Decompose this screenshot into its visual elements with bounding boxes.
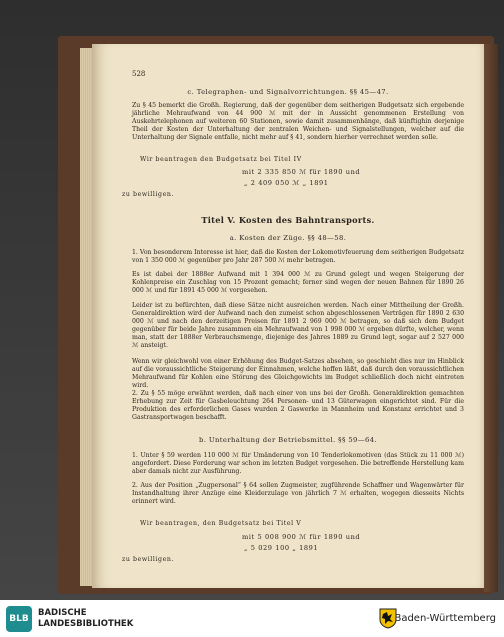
page-number: 528 (132, 70, 146, 78)
proposal-2-intro: Wir beantragen, den Budgetsatz bei Titel V (140, 520, 302, 527)
chapter-title: Titel V. Kosten des Bahntransports. (201, 215, 375, 225)
paragraph-a1: 1. Von besonderem Interesse ist hier, daß die Kosten der Lokomotivfeuerung dem seitherigen Budgetsatz von 1 350 000 ℳ gegenüber pro Jahr 287 500 ℳ mehr betragen. (132, 249, 464, 264)
approve-2: zu bewilligen. (122, 556, 175, 563)
paragraph-b2: 2. Aus der Position „Zugpersonal“ § 64 sollen Zugmeister, zugführende Schaffner und Wagenwärter für Instandhaltung ihrer Anzüge eine Kleiderzulage von jährlich 7 ℳ erhalten, wogegen diesseits Nichts erinnert wird. (132, 482, 464, 505)
section-a-heading: a. Kosten der Züge. §§ 48—58. (229, 234, 347, 242)
proposal-1-line2: „ 2 409 050 ℳ „ 1891 (244, 179, 329, 187)
paragraph-a5: 2. Zu § 55 möge erwähnt werden, daß nach einer von uns bei der Großh. Generaldirektion gemachten Erhebung zur Zeit für Gasbeleuchtung 264 Personen- und 13 Güterwagen eingerichtet sind. Für die Produktion des erforderlichen Gases wurden 2 Gaswerke in Mannheim und Konstanz errichtet und 3 Gastransportwagen beschafft. (132, 390, 464, 421)
baden-wuerttemberg-label[interactable]: Baden-Württemberg (394, 613, 496, 624)
proposal-2-line1: mit 5 008 900 ℳ für 1890 und (242, 533, 361, 541)
document-page (92, 44, 484, 588)
paragraph-b1: 1. Unter § 59 werden 110 000 ℳ für Umänderung von 10 Tenderlokomotiven (das Stück zu 11 000 ℳ) angefordert. Diese Forderung war schon im letzten Budget vorgesehen. Die betreffende Herstellung kam aber damals nicht zur Ausführung. (132, 452, 464, 475)
paragraph-a4: Wenn wir gleichwohl von einer Erhöhung des Budget-Satzes absehen, so geschieht dies nur im Hinblick auf die voraussichtliche Steigerung der Einnahmen, welche hoffen läßt, daß durch den voraussichtlichen Mehraufwand für Kohlen eine Störung des Gleichgewichts im Budget schließlich doch nicht eintreten wird. (132, 358, 464, 389)
book-right-edge (484, 44, 498, 592)
paragraph-a3: Leider ist zu befürchten, daß diese Sätze nicht ausreichen werden. Nach einer Mittheilung der Großh. Generaldirektion wird der Aufwand nach den zumeist schon abgeschlossenen Verträgen für 1890 2 630 000 ℳ und nach den derzeitigen Preisen für 1891 2 969 000 ℳ betragen, so daß sich dem Budget gegenüber für beide Jahre zusammen ein Mehraufwand von 1 998 000 ℳ ergeben dürfte, welcher, wenn man, statt der 1888er Verbrauchsmenge, diejenige des Jahres 1889 zu Grund legt, sogar auf 2 527 000 ℳ ansteigt. (132, 302, 464, 349)
proposal-1-line1: mit 2 335 850 ℳ für 1890 und (242, 168, 361, 176)
section-b-heading: b. Unterhaltung der Betriebsmittel. §§ 59—64. (198, 436, 377, 444)
blb-name[interactable] (38, 608, 133, 630)
section-c-heading: c. Telegraphen- und Signalvorrichtungen. §§ 45—47. (187, 88, 389, 96)
proposal-2-line2: „ 5 029 100 „ 1891 (244, 544, 319, 552)
paragraph-a2: Es ist dabei der 1888er Aufwand mit 1 394 000 ℳ zu Grund gelegt und wegen Steigerung der Kohlenpreise ein Zuschlag von 15 Prozent gemacht; ferner sind wegen der neuen Bahnen für 1890 26 000 ℳ und für 1891 45 000 ℳ vorgesehen. (132, 271, 464, 294)
proposal-1-intro: Wir beantragen den Budgetsatz bei Titel IV (140, 156, 302, 163)
viewer-footer (0, 600, 504, 637)
blb-line1: BADISCHE (38, 608, 87, 618)
paragraph-c: Zu § 45 bemerkt die Großh. Regierung, daß der gegenüber dem seitherigen Budgetsatz sich ergebende jährliche Mehraufwand von 44 900 ℳ mit der in Aussicht genommenen Erstellung von Auskehrtelephonen auf weiteren 60 Stationen, sowie damit zusammenhänge, daß künftighin derjenige Theil der Kosten der Unterhaltung der zentralen Weichen- und Signalstellungen, welcher auf die Unterhaltung der Signale entfalle, nicht mehr auf § 41, sondern hierher verrechnet werden solle. (132, 102, 464, 141)
blb-logo-icon[interactable]: BLB (6, 606, 32, 632)
approve-1: zu bewilligen. (122, 191, 175, 198)
blb-line2: LANDESBIBLIOTHEK (38, 619, 134, 629)
